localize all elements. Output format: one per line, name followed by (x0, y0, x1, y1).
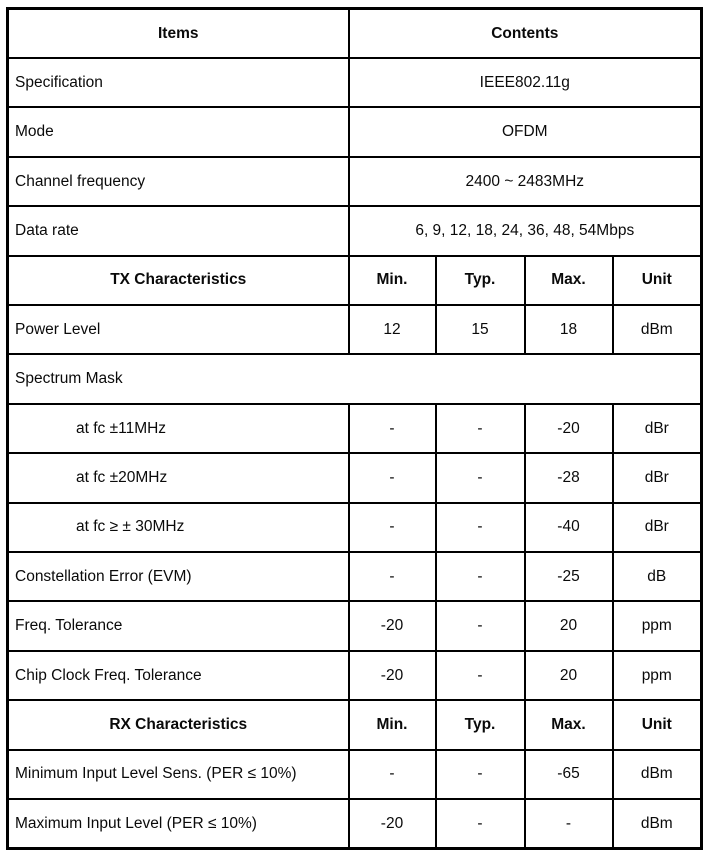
row-unit-minimum-input-level-sens: dBm (613, 750, 702, 799)
row-typ-at-fc-30mhz: - (436, 503, 525, 552)
row-unit-power-level: dBm (613, 305, 702, 354)
row-typ-maximum-input-level: - (436, 799, 525, 849)
row-max-chip-clock-freq-tolerance: 20 (525, 651, 613, 700)
row-typ-power-level: 15 (436, 305, 525, 354)
tx-column-header-max: Max. (525, 256, 613, 305)
row-min-chip-clock-freq-tolerance: -20 (349, 651, 436, 700)
row-min-maximum-input-level: -20 (349, 799, 436, 849)
row-label-chip-clock-freq-tolerance: Chip Clock Freq. Tolerance (8, 651, 349, 700)
row-max-at-fc-11mhz: -20 (525, 404, 613, 453)
table-row (8, 750, 702, 799)
row-label-constellation-error: Constellation Error (EVM) (8, 552, 349, 601)
row-unit-maximum-input-level: dBm (613, 799, 702, 849)
row-label-channel-frequency: Channel frequency (8, 157, 349, 206)
table-row (8, 404, 702, 453)
row-label-spectrum-mask: Spectrum Mask (8, 354, 702, 403)
row-min-at-fc-20mhz: - (349, 453, 436, 502)
tx-column-header-typ: Typ. (436, 256, 525, 305)
row-typ-chip-clock-freq-tolerance: - (436, 651, 525, 700)
table-row (8, 503, 702, 552)
row-min-at-fc-11mhz: - (349, 404, 436, 453)
tx-column-header-min: Min. (349, 256, 436, 305)
row-label-at-fc-30mhz: at fc ≥ ± 30MHz (8, 503, 349, 552)
row-label-at-fc-11mhz: at fc ±11MHz (8, 404, 349, 453)
row-unit-constellation-error: dB (613, 552, 702, 601)
row-max-maximum-input-level: - (525, 799, 613, 849)
table-row (8, 799, 702, 849)
row-label-data-rate: Data rate (8, 206, 349, 255)
row-label-maximum-input-level: Maximum Input Level (PER ≤ 10%) (8, 799, 349, 849)
row-max-freq-tolerance: 20 (525, 601, 613, 650)
row-min-constellation-error: - (349, 552, 436, 601)
row-label-minimum-input-level-sens: Minimum Input Level Sens. (PER ≤ 10%) (8, 750, 349, 799)
table-row (8, 552, 702, 601)
row-typ-minimum-input-level-sens: - (436, 750, 525, 799)
row-max-at-fc-20mhz: -28 (525, 453, 613, 502)
row-typ-at-fc-20mhz: - (436, 453, 525, 502)
row-typ-constellation-error: - (436, 552, 525, 601)
row-min-freq-tolerance: -20 (349, 601, 436, 650)
tx-characteristics-title: TX Characteristics (8, 256, 349, 305)
table-header-row (8, 9, 702, 58)
row-value-channel-frequency: 2400 ~ 2483MHz (349, 157, 702, 206)
row-min-power-level: 12 (349, 305, 436, 354)
column-header-items: Items (8, 9, 349, 58)
table-row (8, 107, 702, 156)
tx-column-header-unit: Unit (613, 256, 702, 305)
table-row (8, 58, 702, 107)
row-value-specification: IEEE802.11g (349, 58, 702, 107)
row-value-mode: OFDM (349, 107, 702, 156)
tx-section-header-row (8, 256, 702, 305)
row-label-mode: Mode (8, 107, 349, 156)
row-max-minimum-input-level-sens: -65 (525, 750, 613, 799)
table-row (8, 651, 702, 700)
row-max-constellation-error: -25 (525, 552, 613, 601)
row-typ-freq-tolerance: - (436, 601, 525, 650)
row-unit-chip-clock-freq-tolerance: ppm (613, 651, 702, 700)
column-header-contents: Contents (349, 9, 702, 58)
row-min-minimum-input-level-sens: - (349, 750, 436, 799)
row-label-freq-tolerance: Freq. Tolerance (8, 601, 349, 650)
table-row (8, 206, 702, 255)
row-value-data-rate: 6, 9, 12, 18, 24, 36, 48, 54Mbps (349, 206, 702, 255)
row-unit-at-fc-30mhz: dBr (613, 503, 702, 552)
row-unit-at-fc-20mhz: dBr (613, 453, 702, 502)
specification-sheet (6, 7, 700, 850)
row-max-at-fc-30mhz: -40 (525, 503, 613, 552)
rx-characteristics-title: RX Characteristics (8, 700, 349, 749)
rx-section-header-row (8, 700, 702, 749)
rx-column-header-typ: Typ. (436, 700, 525, 749)
row-max-power-level: 18 (525, 305, 613, 354)
table-row (8, 354, 702, 403)
row-label-specification: Specification (8, 58, 349, 107)
row-unit-at-fc-11mhz: dBr (613, 404, 702, 453)
table-row (8, 157, 702, 206)
table-row (8, 601, 702, 650)
rx-column-header-max: Max. (525, 700, 613, 749)
row-min-at-fc-30mhz: - (349, 503, 436, 552)
row-unit-freq-tolerance: ppm (613, 601, 702, 650)
row-typ-at-fc-11mhz: - (436, 404, 525, 453)
table-row (8, 453, 702, 502)
rx-column-header-min: Min. (349, 700, 436, 749)
row-label-power-level: Power Level (8, 305, 349, 354)
table-row (8, 305, 702, 354)
wireless-specification-table (6, 7, 703, 850)
rx-column-header-unit: Unit (613, 700, 702, 749)
row-label-at-fc-20mhz: at fc ±20MHz (8, 453, 349, 502)
